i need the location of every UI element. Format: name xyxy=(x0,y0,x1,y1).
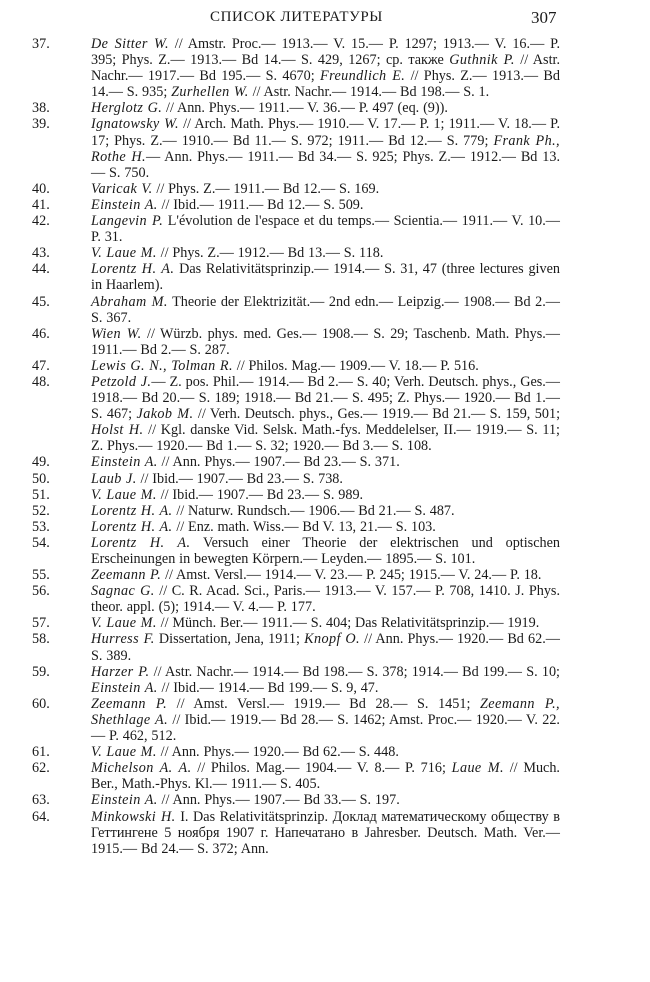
reference-text: Michelson A. A. // Philos. Mag.— 1904.— V. 8.— P. 716; Laue M. // Much. Ber., Math.-Phys. Kl.— 1911.— S. 405. xyxy=(91,760,560,793)
reference-number: 51. xyxy=(32,486,50,503)
reference-text: Ignatowsky W. // Arch. Math. Phys.— 1910.— V. 17.— P. 1; 1911.— V. 18.— P. 17; Phys. Z.— 1910.— Bd 11.— S. 972; 1911.— Bd 12.— S. 779; Frank Ph., Rothe H.— Ann. Phys.— 1911.— Bd 34.— S. 925; Phys. Z.— 1912.— Bd 13.— S. 750. xyxy=(91,116,560,181)
reference-entry xyxy=(32,100,560,116)
reference-text: Wien W. // Würzb. phys. med. Ges.— 1908.— S. 29; Taschenb. Math. Phys.— 1911.— Bd 2.— S. 287. xyxy=(91,325,560,358)
reference-entry xyxy=(32,744,560,760)
reference-text: Varicak V. // Phys. Z.— 1911.— Bd 12.— S. 169. xyxy=(91,180,380,197)
reference-text: De Sitter W. // Amstr. Proc.— 1913.— V. 15.— P. 1297; 1913.— V. 16.— P. 395; Phys. Z.— 1913.— Bd 14.— S. 429, 1267; ср. также Guthnik P. // Astr. Nachr.— 1917.— Bd 195.— S. 4670; Freundlich E. // Phys. Z.— 1913.— Bd 14.— S. 935; Zurhellen W. // Astr. Nachr.— 1914.— Bd 198.— S. 1. xyxy=(91,36,561,101)
reference-number: 62. xyxy=(32,760,50,777)
reference-number: 45. xyxy=(32,293,50,310)
reference-text: Lorentz H. A. Versuch einer Theorie der elektrischen und optischen Erscheinungen in bewegten Körpern.— Leyden.— 1895.— S. 101. xyxy=(91,534,560,567)
reference-number: 54. xyxy=(32,534,50,551)
reference-text: Lorentz H. A. // Enz. math. Wiss.— Bd V. 13, 21.— S. 103. xyxy=(91,518,436,535)
reference-entry xyxy=(32,197,560,213)
reference-text: Minkowski H. I. Das Relativitätsprinzip. Доклад математическому обществу в Геттингене 5 ноября 1907 г. Напечатано в Jahresber. Deutsch. Math. Ver.— 1915.— Bd 24.— S. 372; Ann. xyxy=(91,808,560,857)
reference-entry xyxy=(32,583,560,615)
reference-text: V. Laue M. // Ibid.— 1907.— Bd 23.— S. 989. xyxy=(91,486,364,503)
reference-text: Lewis G. N., Tolman R. // Philos. Mag.— 1909.— V. 18.— P. 516. xyxy=(91,357,479,374)
reference-entry xyxy=(32,792,560,808)
reference-entry xyxy=(32,454,560,470)
reference-entry xyxy=(32,358,560,374)
reference-number: 47. xyxy=(32,357,50,374)
reference-entry xyxy=(32,809,560,857)
reference-number: 37. xyxy=(32,36,50,52)
reference-text: Lorentz H. A. // Naturw. Rundsch.— 1906.— Bd 21.— S. 487. xyxy=(91,502,455,519)
reference-entry xyxy=(32,213,560,245)
reference-text: Einstein A. // Ibid.— 1911.— Bd 12.— S. 509. xyxy=(91,196,364,213)
reference-text: V. Laue M. // Phys. Z.— 1912.— Bd 13.— S. 118. xyxy=(91,245,384,262)
reference-number: 58. xyxy=(32,631,50,648)
reference-number: 50. xyxy=(32,470,50,487)
reference-number: 48. xyxy=(32,373,50,390)
reference-text: Harzer P. // Astr. Nachr.— 1914.— Bd 198.— S. 378; 1914.— Bd 199.— S. 10; Einstein A. // Ibid.— 1914.— Bd 199.— S. 9, 47. xyxy=(91,663,560,696)
reference-number: 57. xyxy=(32,615,50,632)
reference-text: Petzold J.— Z. pos. Phil.— 1914.— Bd 2.— S. 40; Verh. Deutsch. phys., Ges.— 1918.— Bd 20.— S. 189; 1918.— Bd 21.— S. 495; Z. Phys.— 1920.— Bd 1.— S. 467; Jakob M. // Verh. Deutsch. phys., Ges.— 1919.— Bd 21.— S. 159, 501; Holst H. // Kgl. danske Vid. Selsk. Math.-fys. Meddelelser, II.— 1919.— S. 11; Z. Phys.— 1920.— Bd 1.— S. 32; 1920.— Bd 3.— S. 108. xyxy=(91,373,561,455)
reference-entry xyxy=(32,664,560,696)
reference-number: 40. xyxy=(32,180,50,197)
reference-text: Abraham M. Theorie der Elektrizität.— 2nd edn.— Leipzig.— 1908.— Bd 2.— S. 367. xyxy=(91,293,560,326)
reference-number: 46. xyxy=(32,325,50,342)
reference-number: 38. xyxy=(32,100,50,117)
reference-text: Lorentz H. A. Das Relativitätsprinzip.— 1914.— S. 31, 47 (three lectures given in Haarlem). xyxy=(91,261,560,294)
reference-text: Laub J. // Ibid.— 1907.— Bd 23.— S. 738. xyxy=(91,470,343,487)
reference-number: 64. xyxy=(32,808,50,825)
reference-number: 39. xyxy=(32,116,50,133)
reference-text: Hurress F. Dissertation, Jena, 1911; Knopf O. // Ann. Phys.— 1920.— Bd 62.— S. 389. xyxy=(91,631,560,664)
reference-entry xyxy=(32,116,560,180)
reference-number: 60. xyxy=(32,695,50,712)
reference-entry xyxy=(32,245,560,261)
reference-entry xyxy=(32,535,560,567)
reference-text: V. Laue M. // Ann. Phys.— 1920.— Bd 62.— S. 448. xyxy=(91,744,399,761)
reference-number: 63. xyxy=(32,792,50,809)
reference-entry xyxy=(32,631,560,663)
reference-number: 59. xyxy=(32,663,50,680)
reference-entry xyxy=(32,36,560,100)
reference-text: Sagnac G. // C. R. Acad. Sci., Paris.— 1913.— V. 157.— P. 708, 1410. J. Phys. theor. appl. (5); 1914.— V. 4.— P. 177. xyxy=(91,583,560,616)
reference-entry xyxy=(32,487,560,503)
reference-entry xyxy=(32,567,560,583)
reference-entry xyxy=(32,519,560,535)
reference-entry xyxy=(32,181,560,197)
reference-entry xyxy=(32,615,560,631)
reference-number: 52. xyxy=(32,502,50,519)
reference-text: Einstein A. // Ann. Phys.— 1907.— Bd 23.— S. 371. xyxy=(91,454,400,471)
reference-entry xyxy=(32,503,560,519)
reference-entry xyxy=(32,471,560,487)
reference-text: Herglotz G. // Ann. Phys.— 1911.— V. 36.— P. 497 (eq. (9)). xyxy=(91,100,448,117)
reference-entry xyxy=(32,760,560,792)
running-head xyxy=(0,8,650,30)
reference-text: Langevin P. L'évolution de l'espace et du temps.— Scientia.— 1911.— V. 10.— P. 31. xyxy=(91,213,560,246)
reference-number: 56. xyxy=(32,583,50,600)
reference-number: 61. xyxy=(32,744,50,761)
reference-text: Zeemann P. // Amst. Versl.— 1914.— V. 23.— P. 245; 1915.— V. 24.— P. 18. xyxy=(91,567,542,584)
reference-number: 43. xyxy=(32,245,50,262)
page-number: 307 xyxy=(531,8,557,27)
reference-entry xyxy=(32,374,560,454)
reference-entry xyxy=(32,696,560,744)
running-title: СПИСОК ЛИТЕРАТУРЫ xyxy=(210,9,383,25)
reference-number: 41. xyxy=(32,196,50,213)
reference-text: Einstein A. // Ann. Phys.— 1907.— Bd 33.— S. 197. xyxy=(91,792,400,809)
reference-number: 55. xyxy=(32,567,50,584)
reference-entry xyxy=(32,294,560,326)
reference-entry xyxy=(32,261,560,293)
reference-number: 42. xyxy=(32,213,50,230)
reference-entry xyxy=(32,326,560,358)
reference-number: 44. xyxy=(32,261,50,278)
reference-number: 49. xyxy=(32,454,50,471)
reference-list xyxy=(32,36,560,857)
reference-text: Zeemann P. // Amst. Versl.— 1919.— Bd 28.— S. 1451; Zeemann P., Shethlage A. // Ibid.— 1919.— Bd 28.— S. 1462; Amst. Proc.— 1920.— V. 22.— P. 462, 512. xyxy=(91,695,560,745)
reference-number: 53. xyxy=(32,518,50,535)
reference-text: V. Laue M. // Münch. Ber.— 1911.— S. 404; Das Relativitätsprinzip.— 1919. xyxy=(91,615,540,632)
